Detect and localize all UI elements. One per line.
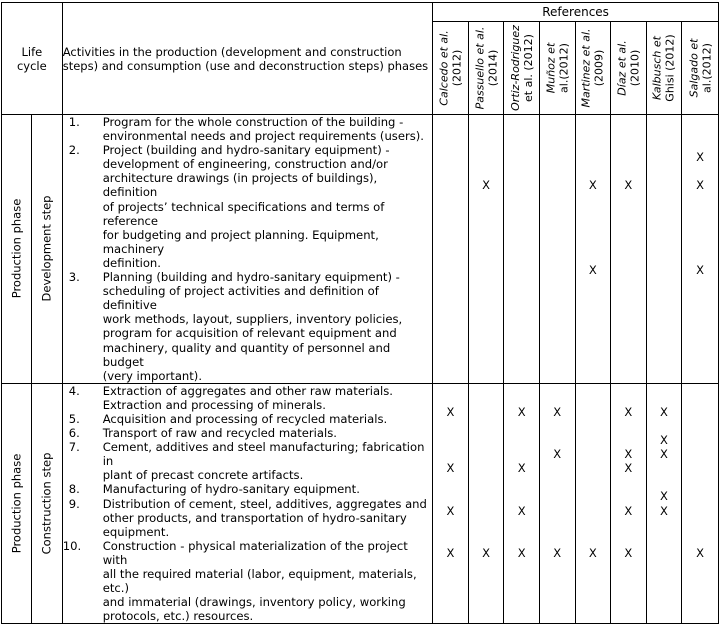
- marks-holder: [433, 146, 468, 351]
- activity-line: scheduling of project activities and definition of definitive: [102, 284, 379, 313]
- reference-label-line2: (2012): [450, 49, 464, 87]
- activity-line: Acquisition and processing of recycled materials.: [102, 411, 388, 426]
- marks-column-salgado-development: [682, 115, 719, 384]
- reference-mark: X: [696, 178, 705, 193]
- reference-mark: X: [624, 404, 633, 419]
- marks-column-kalbusch-development: [646, 115, 682, 384]
- activity-line: plant of precast concrete artifacts.: [102, 468, 304, 483]
- reference-mark: X: [588, 178, 597, 193]
- header-reference-kalbusch: [646, 22, 682, 115]
- activity-line: protocols, etc.) resources.: [102, 609, 254, 624]
- reference-mark: X: [517, 461, 526, 476]
- life-cycle-label-construction: [2, 383, 32, 624]
- activity-line: all the required material (labor, equipment, materials, etc.): [102, 567, 417, 596]
- activity-line: for budgeting and project planning. Equipment, machinery: [102, 227, 379, 256]
- header-row-top: [2, 3, 719, 22]
- reference-label-calcedo: [437, 30, 463, 105]
- reference-label-line1: Passuello et al.: [473, 26, 487, 110]
- activity-number: 4.: [68, 383, 80, 398]
- header-reference-munoz: [539, 22, 575, 115]
- marks-column-ortiz-construction: [504, 383, 540, 624]
- activity-line: Program for the whole construction of the building -: [102, 115, 404, 129]
- reference-mark: X: [517, 545, 526, 560]
- reference-label-line1: Ortiz-Rodriguez: [508, 25, 522, 111]
- header-life-cycle: [2, 3, 63, 115]
- list-item: [63, 412, 432, 426]
- step-text: Development step: [39, 195, 54, 302]
- activity-line: Transport of raw and recycled materials.: [102, 426, 337, 441]
- reference-mark: X: [660, 404, 668, 419]
- reference-mark: X: [588, 262, 597, 277]
- marks-column-calcedo-development: [433, 115, 469, 384]
- reference-label-line1: Kalbusch et: [650, 36, 664, 100]
- header-life-cycle-line2: cycle: [16, 58, 47, 73]
- reference-mark: X: [517, 503, 526, 518]
- reference-mark: X: [624, 447, 633, 462]
- reference-mark: X: [624, 503, 633, 518]
- list-item: [63, 270, 432, 383]
- marks-holder: [540, 401, 575, 606]
- reference-mark: X: [660, 447, 668, 462]
- activity-number: 5.: [68, 411, 80, 426]
- reference-label-line2: al.(2012): [557, 43, 571, 93]
- reference-mark: X: [553, 447, 562, 462]
- header-reference-salgado: [682, 22, 719, 115]
- header-reference-ortiz: [504, 22, 540, 115]
- marks-column-diaz-development: [611, 115, 647, 384]
- activity-line: Distribution of cement, steel, additives, aggregates and: [102, 496, 427, 511]
- marks-holder: [504, 401, 539, 606]
- activity-line: Manufacturing of hydro-sanitary equipment.: [102, 482, 360, 497]
- reference-mark: X: [446, 404, 455, 419]
- reference-label-passuello: [473, 27, 499, 110]
- marks-holder: [433, 401, 468, 606]
- reference-label-ortiz: [509, 25, 535, 111]
- rotated-label-wrap: [576, 22, 611, 114]
- marks-holder: [647, 401, 682, 606]
- reference-mark: X: [482, 545, 490, 560]
- list-item: [63, 384, 432, 412]
- activity-line: Planning (building and hydro-sanitary equipment) -: [102, 270, 400, 285]
- reference-mark: X: [660, 489, 668, 504]
- activity-number: 9.: [68, 496, 80, 511]
- marks-holder: [647, 146, 682, 351]
- reference-label-line1: Muñoz et: [544, 42, 558, 94]
- reference-label-line2: (2009): [592, 49, 606, 87]
- reference-label-line2: (2010): [628, 49, 642, 87]
- activity-line: machinery, quality and quantity of personnel and budget: [102, 340, 391, 369]
- reference-mark: X: [624, 545, 633, 560]
- reference-label-line1: Calcedo et al.: [437, 30, 451, 106]
- activity-number: 7.: [68, 440, 80, 455]
- activity-number: 6.: [68, 426, 80, 441]
- reference-label-diaz: [615, 40, 641, 95]
- activity-list: [63, 115, 432, 383]
- activity-line: and immaterial (drawings, inventory policy, working: [102, 595, 406, 610]
- rotated-label-wrap: [469, 22, 504, 114]
- reference-label-kalbusch: [651, 34, 677, 101]
- marks-holder: [576, 401, 611, 606]
- reference-label-munoz: [544, 43, 570, 94]
- activity-line: (very important).: [102, 368, 203, 383]
- activity-list: [63, 384, 432, 624]
- activity-line: Extraction of aggregates and other raw materials.: [102, 383, 393, 398]
- activity-line: environmental needs and project requirements (users).: [102, 129, 424, 144]
- reference-label-line1: Salgado et: [687, 38, 701, 98]
- reference-mark: X: [553, 545, 562, 560]
- marks-holder: [682, 146, 718, 351]
- life-cycle-label-development: [2, 115, 32, 384]
- marks-column-salgado-construction: [682, 383, 719, 624]
- rotated-label-wrap: [2, 384, 31, 624]
- table-figure: [0, 2, 720, 624]
- list-item: [63, 115, 432, 143]
- reference-mark: X: [696, 262, 705, 277]
- activity-number: 10.: [62, 538, 82, 553]
- marks-column-munoz-construction: [539, 383, 575, 624]
- activity-number: 1.: [68, 115, 80, 129]
- activity-line: Construction - physical materialization of the project with: [102, 538, 408, 567]
- marks-column-calcedo-construction: [433, 383, 469, 624]
- activity-line: program for acquisition of relevant equipment and: [102, 326, 397, 341]
- reference-mark: X: [660, 503, 668, 518]
- marks-holder: [611, 146, 646, 351]
- activities-cell-development: [62, 115, 432, 384]
- rotated-label-wrap: [2, 115, 31, 383]
- marks-holder: [611, 401, 646, 606]
- rotated-label-wrap: [433, 22, 468, 114]
- rotated-label-wrap: [611, 22, 646, 114]
- step-label-construction: [32, 383, 62, 624]
- marks-column-passuello-development: [468, 115, 504, 384]
- marks-holder: [469, 401, 504, 606]
- marks-holder: [540, 146, 575, 351]
- activities-cell-construction: [62, 383, 432, 624]
- rotated-label-wrap: [32, 115, 61, 383]
- reference-mark: X: [696, 545, 705, 560]
- list-item: [63, 497, 432, 539]
- marks-holder: [504, 146, 539, 351]
- activity-number: 8.: [68, 482, 80, 497]
- activity-line: development of engineering, construction and/or: [102, 157, 388, 172]
- header-life-cycle-line1: Life: [21, 44, 43, 59]
- header-reference-diaz: [611, 22, 647, 115]
- reference-label-line1: Díaz et al.: [615, 40, 629, 96]
- marks-column-martinez-development: [575, 115, 611, 384]
- list-item: [63, 143, 432, 270]
- reference-label-line2: et al. (2012): [521, 34, 535, 102]
- header-reference-passuello: [468, 22, 504, 115]
- list-item: [63, 426, 432, 440]
- list-item: [63, 440, 432, 482]
- references-matrix-table: [1, 2, 719, 624]
- activity-line: Extraction and processing of minerals.: [102, 397, 326, 412]
- reference-label-line1: Martinez et al.: [579, 28, 593, 108]
- marks-column-munoz-development: [539, 115, 575, 384]
- rotated-label-wrap: [540, 22, 575, 114]
- marks-column-ortiz-development: [504, 115, 540, 384]
- header-activities: Activities in the production (development and construction steps) and consumption (use and deconstruction steps) phases: [62, 3, 432, 115]
- reference-mark: X: [624, 461, 633, 476]
- activity-line: of projects’ technical specifications and terms of reference: [102, 199, 385, 228]
- step-text: Construction step: [39, 452, 54, 555]
- marks-holder: [469, 146, 504, 351]
- marks-column-diaz-construction: [611, 383, 647, 624]
- reference-mark: X: [517, 404, 526, 419]
- reference-mark: X: [696, 150, 705, 165]
- header-references-title: References: [433, 3, 719, 22]
- reference-label-line2: (2014): [486, 49, 500, 87]
- marks-holder: [682, 401, 718, 606]
- rotated-label-wrap: [32, 384, 61, 624]
- activity-number: 2.: [68, 143, 80, 158]
- rotated-label-wrap: [504, 22, 539, 114]
- marks-column-passuello-construction: [468, 383, 504, 624]
- activity-line: work methods, layout, suppliers, inventory policies,: [102, 312, 403, 327]
- activity-line: Project (building and hydro-sanitary equipment) -: [102, 143, 390, 158]
- header-reference-martinez: [575, 22, 611, 115]
- activity-number: 3.: [68, 270, 80, 285]
- activity-line: other products, and transportation of hydro-sanitary: [102, 510, 407, 525]
- list-item: [63, 482, 432, 496]
- marks-column-kalbusch-construction: [646, 383, 682, 624]
- reference-mark: X: [482, 178, 490, 193]
- table-row: [2, 383, 719, 624]
- activity-line: Cement, additives and steel manufacturing; fabrication in: [102, 440, 425, 469]
- reference-mark: X: [588, 545, 597, 560]
- reference-mark: X: [553, 404, 562, 419]
- reference-mark: X: [446, 545, 455, 560]
- header-reference-calcedo: [433, 22, 469, 115]
- marks-column-martinez-construction: [575, 383, 611, 624]
- reference-mark: X: [446, 503, 455, 518]
- step-label-development: [32, 115, 62, 384]
- reference-mark: X: [446, 461, 455, 476]
- rotated-label-wrap: [647, 22, 682, 114]
- reference-label-martinez: [580, 28, 606, 107]
- life-cycle-text: Production phase: [9, 453, 24, 554]
- activity-line: architecture drawings (in projects of buildings), definition: [102, 171, 378, 200]
- list-item: [63, 539, 432, 624]
- reference-mark: X: [624, 178, 633, 193]
- reference-mark: X: [660, 433, 668, 448]
- activity-line: equipment.: [102, 524, 170, 539]
- life-cycle-text: Production phase: [9, 199, 24, 299]
- table-row: [2, 115, 719, 384]
- reference-label-salgado: [687, 39, 713, 98]
- rotated-label-wrap: [682, 22, 718, 114]
- reference-label-line2: al.(2012): [700, 43, 714, 93]
- marks-holder: [576, 146, 611, 351]
- activity-line: definition.: [102, 255, 161, 270]
- reference-label-line2: Ghisi (2012): [663, 34, 677, 102]
